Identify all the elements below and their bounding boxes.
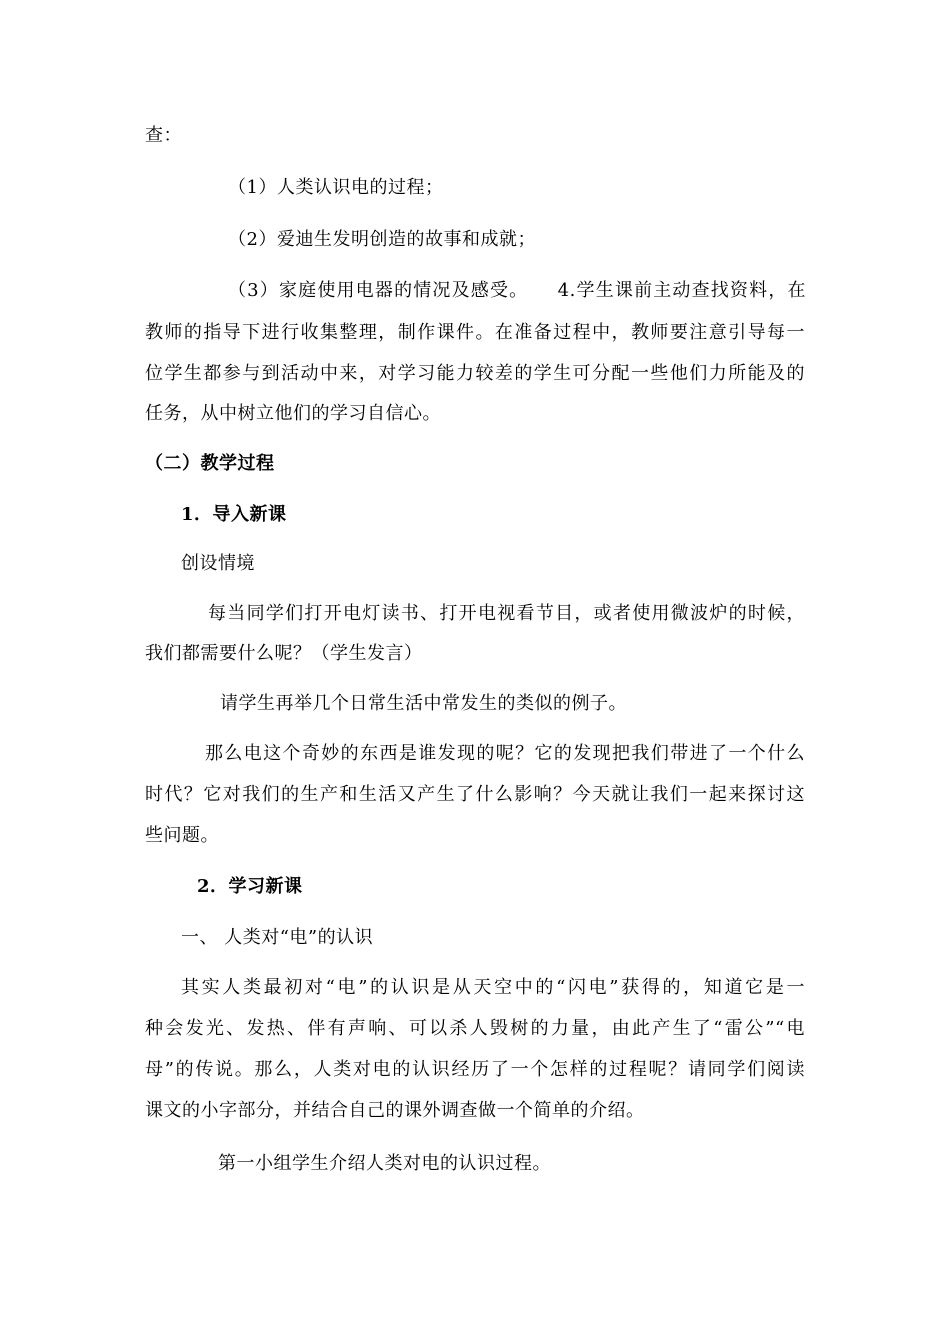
text-line: 母”的传说。那么，人类对电的认识经历了一个怎样的过程呢？请同学们阅读 (145, 1059, 805, 1080)
text-line: 其实人类最初对“电”的认识是从天空中的“闪电”获得的，知道它是一 (181, 977, 805, 998)
text-line: 那么电这个奇妙的东西是谁发现的呢？它的发现把我们带进了一个什么 (205, 743, 805, 764)
text-line: 请学生再举几个日常生活中常发生的类似的例子。 (220, 693, 627, 714)
subsection-heading: 2．学习新课 (197, 876, 303, 897)
text-line: 教师的指导下进行收集整理，制作课件。在准备过程中，教师要注意引导每一 (145, 322, 805, 343)
text-line: 查： (145, 125, 182, 146)
list-item: （1）人类认识电的过程； (228, 177, 444, 198)
subsection-heading: 1．导入新课 (181, 504, 287, 525)
text-line: 创设情境 (181, 553, 255, 574)
list-item: （2）爱迪生发明创造的故事和成就； (228, 229, 536, 250)
text-line: 种会发光、发热、伴有声响、可以杀人毁树的力量，由此产生了“雷公”“电 (145, 1018, 805, 1039)
text-line: 课文的小字部分，并结合自己的课外调查做一个简单的介绍。 (145, 1100, 645, 1121)
text-line: 每当同学们打开电灯读书、打开电视看节目，或者使用微波炉的时候， (208, 603, 805, 624)
text-line: 第一小组学生介绍人类对电的认识过程。 (218, 1153, 551, 1174)
text-line: 任务，从中树立他们的学习自信心。 (145, 403, 441, 424)
text-line: 我们都需要什么呢？（学生发言） (145, 643, 423, 664)
section-heading: （二）教学过程 (145, 453, 275, 474)
text-line: 些问题。 (145, 825, 219, 846)
section-heading: 一、 人类对“电”的认识 (181, 927, 374, 948)
text-line: 时代？它对我们的生产和生活又产生了什么影响？今天就让我们一起来探讨这 (145, 784, 805, 805)
list-item: （3）家庭使用电器的情况及感受。 4.学生课前主动查找资料，在 (228, 280, 806, 301)
text-line: 位学生都参与到活动中来，对学习能力较差的学生可分配一些他们力所能及的 (145, 363, 805, 384)
